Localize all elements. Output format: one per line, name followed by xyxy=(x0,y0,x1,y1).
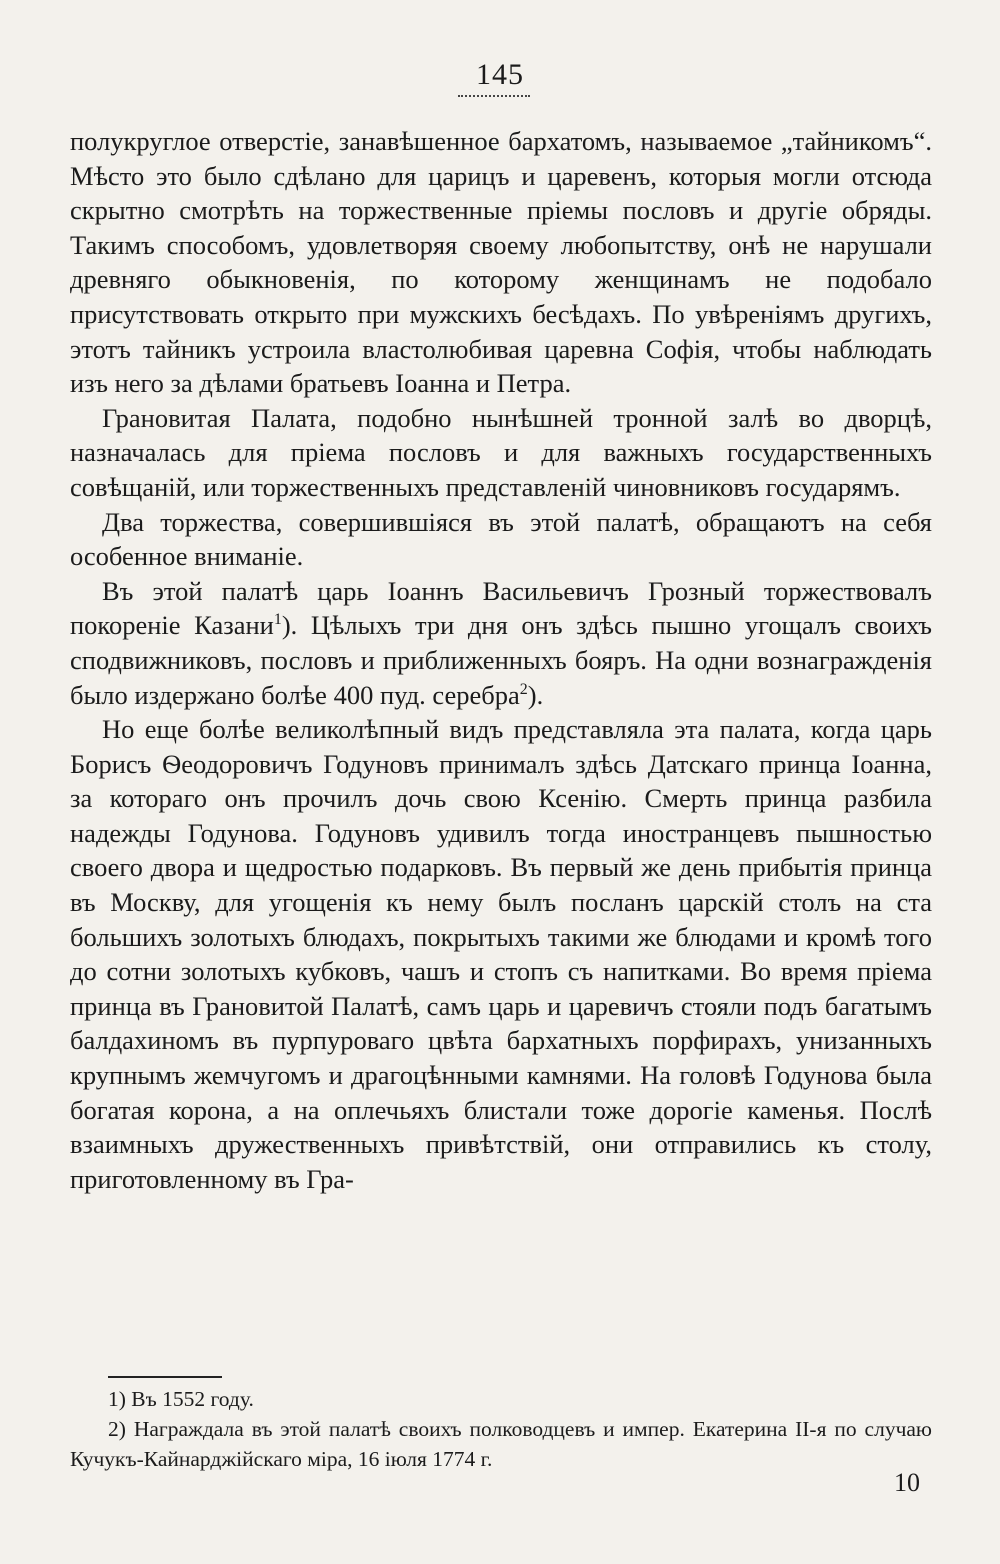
signature-mark: 10 xyxy=(894,1468,920,1497)
paragraph-5: Но еще болѣе великолѣпный видъ представляла эта палата, когда царь Борисъ Ѳеодоровичъ Годуновъ принималъ здѣсь Датскаго принца Іоанна, за котораго онъ прочилъ дочь свою Ксенію. Смерть принца разбила надежды Годунова. Годуновъ удивилъ тогда иностранцевъ пышностью своего двора и щедростью подарковъ. Въ первый же день прибытія принца въ Москву, для угощенія къ нему былъ посланъ царскій столъ на ста большихъ золотыхъ блюдахъ, покрытыхъ такими же блюдами и кромѣ того до сотни золотыхъ кубковъ, чашъ и стопъ съ напитками. Во время пріема принца въ Грановитой Палатѣ, самъ царь и царевичъ стояли подъ багатымъ балдахиномъ въ пурпуроваго цвѣта бархатныхъ порфирахъ, унизанныхъ крупнымъ жемчугомъ и драгоцѣнными камнями. На головѣ Годунова была богатая корона, а на оплечьяхъ блистали тоже дорогіе каменья. Послѣ взаимныхъ дружественныхъ привѣтствій, они отправились къ столу, приготовленному въ Гра- xyxy=(70,714,932,1194)
paragraph-2: Грановитая Палата, подобно нынѣшней тронной залѣ во дворцѣ, назначалась для пріема пословъ и для важныхъ государственныхъ совѣщаній, или торжественныхъ представленій чиновниковъ государямъ. xyxy=(70,402,932,502)
main-text xyxy=(70,124,932,1196)
footnote-ref-1: 1 xyxy=(273,611,282,629)
paragraph-4-text-a: Въ этой палатѣ царь Іоаннъ Васильевичъ Грозный торжествовалъ покореніе Казани xyxy=(70,575,932,641)
footnote-2: 2) Награждала въ этой палатѣ своихъ полководцевъ и импер. Екатерина II-я по случаю Кучукъ-Кайнарджійскаго міра, 16 іюля 1774 г. xyxy=(70,1417,932,1471)
paragraph-1: полукруглое отверстіе, занавѣшенное бархатомъ, называемое „тайникомъ“. Мѣсто это было сдѣлано для царицъ и царевенъ, которыя могли отсюда скрытно смотрѣть на торжественные пріемы пословъ и другіе обряды. Такимъ способомъ, удовлетворяя своему любопытству, онѣ не нарушали древняго обыкновенія, по которому женщинамъ не подобало присутствовать открыто при мужскихъ бесѣдахъ. По увѣреніямъ другихъ, этотъ тайникъ устроила властолюбивая царевна Софія, чтобы наблюдать изъ него за дѣлами братьевъ Іоанна и Петра. xyxy=(70,126,932,399)
paragraph-4-text-c: ). xyxy=(527,679,544,710)
footnotes xyxy=(70,1384,932,1474)
page-number: 145 xyxy=(476,58,524,91)
page-number-underline xyxy=(458,95,530,97)
paragraph-4 xyxy=(70,574,932,712)
footnote-ref-2: 2 xyxy=(519,680,528,698)
paragraph-4-text-b: ). Цѣлыхъ три дня онъ здѣсь пышно угощалъ своихъ сподвижниковъ, пословъ и приближенныхъ бояръ. На одни вознагражденія было издержано болѣе 400 пуд. серебра xyxy=(70,610,932,710)
paragraph-3: Два торжества, совершившіяся въ этой палатѣ, обращаютъ на себя особенное вниманіе. xyxy=(70,506,932,572)
footnote-1: 1) Въ 1552 году. xyxy=(108,1387,254,1411)
footnote-separator xyxy=(108,1376,222,1378)
